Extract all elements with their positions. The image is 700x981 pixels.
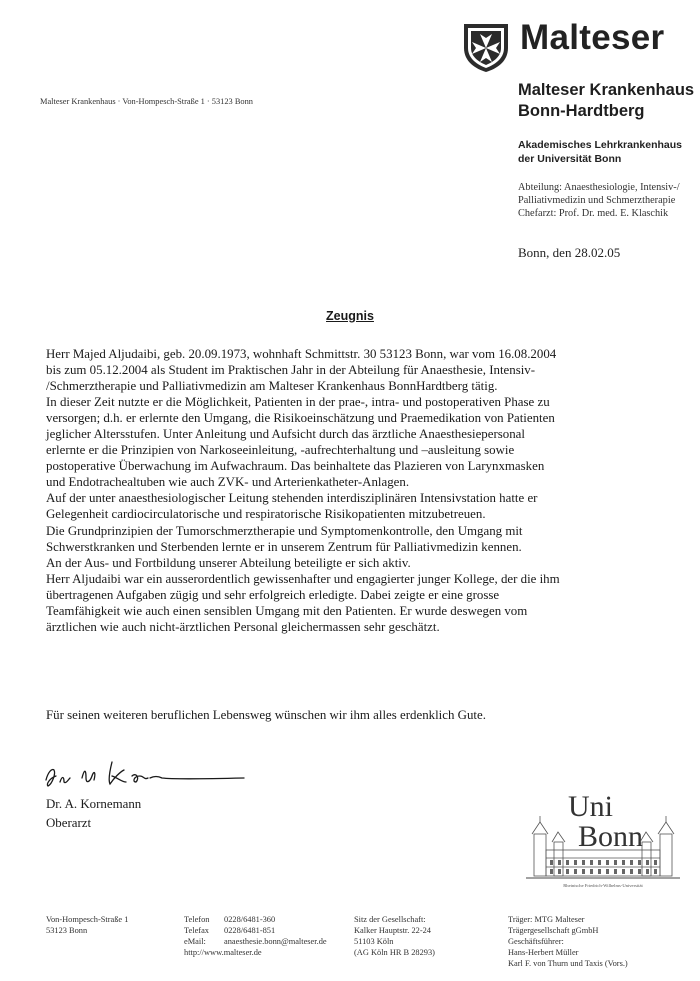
seat-register: (AG Köln HR B 28293) [354,948,435,957]
letter-body [46,346,686,635]
department-line: Palliativmedizin und Schmerztherapie [518,195,676,206]
uni-logo-word-bonn: Bonn [578,820,644,853]
email-link[interactable]: anaesthesie.bonn@malteser.de [224,937,327,946]
brand-wordmark: Malteser [520,18,665,57]
hospital-name-line: Malteser Krankenhaus [518,81,695,99]
hospital-name [518,80,694,122]
seat-city: 51103 Köln [354,937,394,946]
signer-name: Dr. A. Kornemann [46,797,142,811]
footer-fax [184,925,327,936]
signer-role: Oberarzt [46,816,92,830]
footer-city: 53123 Bonn [46,926,88,935]
carrier-line: Träger: MTG Malteser [508,915,585,924]
uni-logo-caption: Rheinische Friedrich-Wilhelms-Universität [563,883,643,888]
body-line: bis zum 05.12.2004 als Student im Praktischen Jahr in der Abteilung für Anaesthesie, Intensiv- [46,363,536,378]
body-line: postoperative Überwachung im Aufwachraum. Das beinhaltete das Plazieren von Larynxmasken [46,459,545,474]
footer-address [46,914,128,936]
department-info [518,181,680,220]
closing-sentence: Für seinen weiteren beruflichen Lebensweg wünschen wir ihm alles erdenklich Gute. [46,708,486,722]
body-line: Gelegenheit cardiocirculatorische und respiratorische Risikopatienten mitzubetreuen. [46,507,486,522]
body-line: ärztlichen wie auch nicht-ärztlichen Personal gleichermassen sehr geschätzt. [46,619,440,634]
body-line: jeglicher Altersstufen. Unter Anleitung und Aufsicht durch das ärztliche Anaesthesiepersonal [46,427,525,442]
body-line: versorgen; d.h. er erlernte den Umgang, die Risikoeinschätzung und Praemedikation von Patienten [46,411,555,426]
body-line: Herr Aljudaibi war ein ausserordentlich gewissenhafter und engagierter junger Kollege, der die ihm [46,571,560,586]
managers-label: Geschäftsführer: [508,937,564,946]
body-line: Teamfähigkeit wie auch einen sensiblen Umgang mit den Patienten. Er wurde deswegen vom [46,603,528,618]
manager-name: Hans-Herbert Müller [508,948,579,957]
uni-logo-word-uni: Uni [568,790,613,823]
body-line: Auf der unter anaesthesiologischer Leitung stehenden interdisziplinären Intensivstation hatte er [46,491,538,506]
body-line: Die Grundprinzipien der Tumorschmerztherapie und Symptomenkontrolle, den Umgang mit [46,523,523,538]
hospital-name-line: Bonn-Hardtberg [518,102,645,120]
footer-carrier [508,914,628,969]
teaching-line: Akademisches Lehrkrankenhaus [518,139,682,151]
body-line: Herr Majed Aljudaibi, geb. 20.09.1973, wohnhaft Schmittstr. 30 53123 Bonn, war vom 16.08.2004 [46,347,557,361]
body-line: /Schmerztherapie und Palliativmedizin am Malteser Krankenhaus BonnHardtberg tätig. [46,379,498,394]
fax-number: 0228/6481-851 [224,926,276,935]
seat-street: Kalker Hauptstr. 22-24 [354,926,431,935]
phone-label: Telefon [184,915,210,924]
uni-bonn-logo [520,786,685,896]
teaching-line: der Universität Bonn [518,153,622,165]
footer-contact [184,914,327,958]
malteser-shield-logo [462,22,510,74]
chief-physician-line: Chefarzt: Prof. Dr. med. E. Klaschik [518,208,669,219]
footer-company-seat [354,914,435,958]
footer-web-link[interactable]: http://www.malteser.de [184,948,262,957]
document-title: Zeugnis [326,309,374,323]
body-line: übertragenen Aufgaben zügig und sehr erfolgreich erledigte. Dabei zeigte er eine grosse [46,587,500,602]
footer-street: Von-Hompesch-Straße 1 [46,915,129,924]
body-line: An der Aus- und Fortbildung unserer Abteilung beteiligte er sich aktiv. [46,555,411,570]
manager-name: Karl F. von Thurn und Taxis (Vors.) [508,959,628,968]
department-line: Abteilung: Anaesthesiologie, Intensiv-/ [518,182,680,193]
carrier-line: Trägergesellschaft gGmbH [508,926,599,935]
seat-label: Sitz der Gesellschaft: [354,915,426,924]
fax-label: Telefax [184,926,209,935]
body-line: und Endotrachealtuben wie auch ZVK- und Arterienkatheter-Anlagen. [46,475,410,490]
footer-phone [184,914,327,925]
phone-number: 0228/6481-360 [224,915,276,924]
body-line: erlernte er die Prinzipien von Narkoseeinleitung, -aufrechterhaltung und –ausleitung sowie [46,443,515,458]
letter-date: Bonn, den 28.02.05 [518,245,621,260]
teaching-hospital-note [518,138,682,166]
body-line: In dieser Zeit nutzte er die Möglichkeit, Patienten in der prae-, intra- und postoperativen Phase zu [46,395,550,410]
sender-address-line: Malteser Krankenhaus · Von-Hompesch-Straße 1 · 53123 Bonn [40,97,253,106]
body-line: Schwerstkranken und Sterbenden lernte er in unserem Zentrum für Palliativmedizin kennen. [46,539,522,554]
email-label: eMail: [184,937,206,946]
footer-email [184,936,327,947]
